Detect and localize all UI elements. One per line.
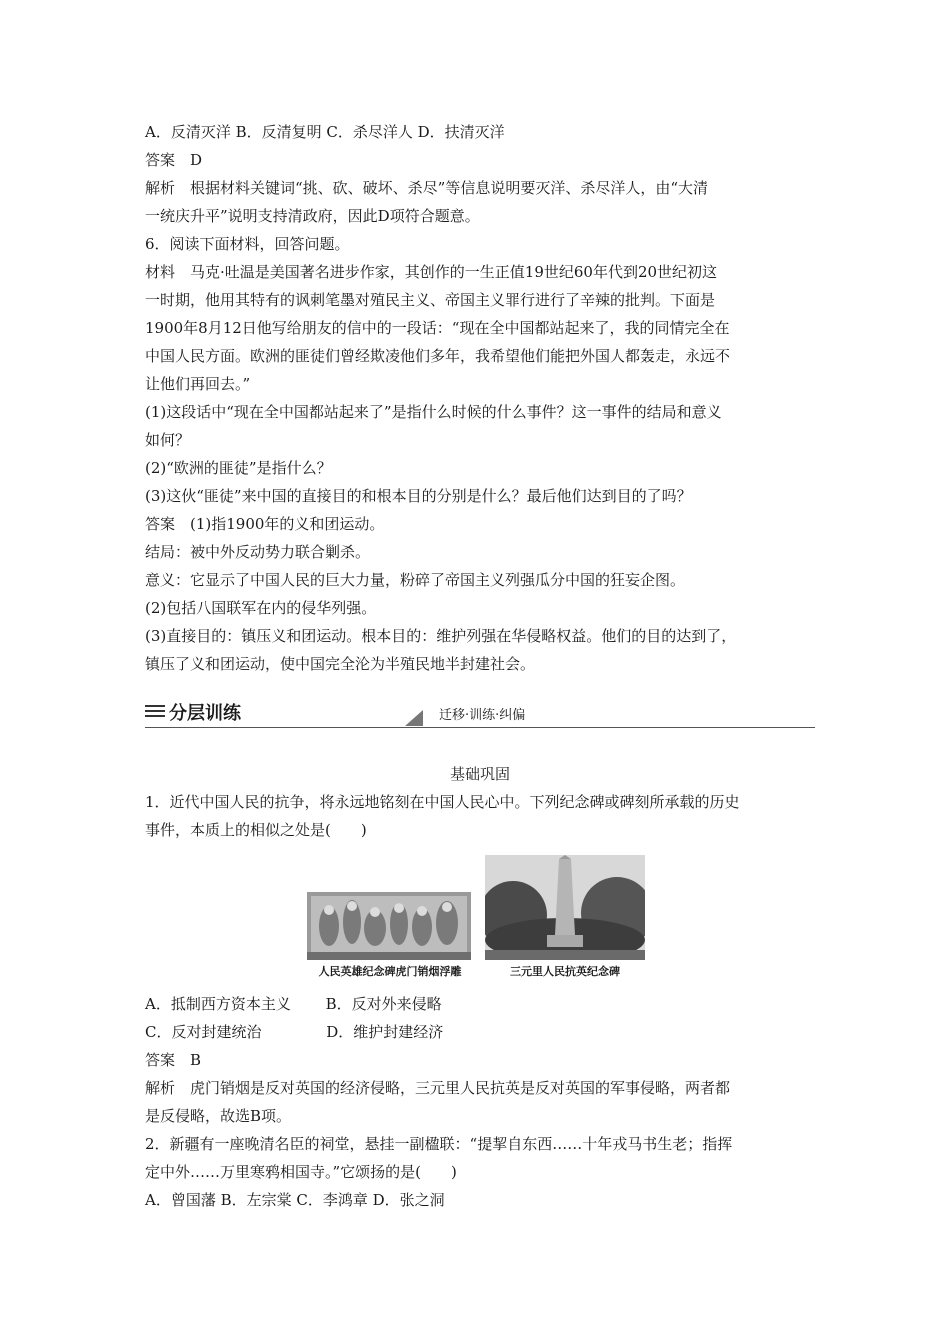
figure-caption-right: 三元里人民抗英纪念碑 — [510, 965, 620, 978]
material-line: 材料 马克·吐温是美国著名进步作家，其创作的一生正值19世纪60年代到20世纪初这 — [145, 263, 718, 281]
answer-line: 镇压了义和团运动，使中国完全沦为半殖民地半封建社会。 — [145, 655, 536, 673]
stripes-icon — [145, 705, 165, 723]
material-line: 中国人民方面。欧洲的匪徒们曾经欺凌他们多年，我希望他们能把外国人都轰走，永远不 — [145, 347, 731, 365]
subquestion-line: (2)“欧洲的匪徒”是指什么？ — [145, 459, 332, 477]
analysis-line: 是反侵略，故选B项。 — [145, 1107, 292, 1125]
answer-line: (2)包括八国联军在内的侵华列强。 — [145, 599, 377, 617]
question-line: 6．阅读下面材料，回答问题。 — [145, 235, 350, 253]
analysis-line: 解析 根据材料关键词“挑、砍、破坏、杀尽”等信息说明要灭洋、杀尽洋人，由“大清 — [145, 179, 709, 197]
answer-line: 答案 D — [145, 151, 203, 169]
triangle-icon — [405, 710, 423, 726]
material-line: 一时期，他用其特有的讽刺笔墨对殖民主义、帝国主义罪行进行了辛辣的批判。下面是 — [145, 291, 716, 309]
subquestion-line: (1)这段话中“现在全中国都站起来了”是指什么时候的什么事件？这一事件的结局和意义 — [145, 403, 722, 421]
material-line: 让他们再回去。” — [145, 375, 251, 393]
section-banner — [145, 700, 815, 728]
question-line: 1．近代中国人民的抗争，将永远地铭刻在中国人民心中。下列纪念碑或碑刻所承载的历史 — [145, 793, 740, 811]
subquestion-line: (3)这伙“匪徒”来中国的直接目的和根本目的分别是什么？最后他们达到目的了吗？ — [145, 487, 692, 505]
material-line: 1900年8月12日他写给朋友的信中的一段话：“现在全中国都站起来了，我的同情完全在 — [145, 319, 730, 337]
option-line: C．反对封建统治 D．维护封建经济 — [145, 1023, 444, 1041]
banner-subtitle: 迁移·训练·纠偏 — [439, 708, 526, 723]
banner-title: 分层训练 — [169, 703, 241, 724]
question-line: 定中外……万里寒鸦相国寺。”它颂扬的是( ) — [145, 1163, 457, 1181]
figure-caption-left: 人民英雄纪念碑虎门销烟浮雕 — [318, 965, 462, 978]
monument-photo — [485, 855, 645, 960]
answer-line: 答案 (1)指1900年的义和团运动。 — [145, 515, 385, 533]
option-line: A．曾国藩 B．左宗棠 C．李鸿章 D．张之洞 — [145, 1191, 445, 1209]
question-line: 事件，本质上的相似之处是( ) — [145, 821, 367, 839]
option-line: A．反清灭洋 B．反清复明 C．杀尽洋人 D．扶清灭洋 — [145, 123, 505, 141]
answer-line: 意义：它显示了中国人民的巨大力量，粉碎了帝国主义列强瓜分中国的狂妄企图。 — [145, 571, 686, 589]
question-line: 2．新疆有一座晚清名臣的祠堂，悬挂一副楹联：“提挈自东西……十年戎马书生老；指挥 — [145, 1135, 733, 1153]
analysis-line: 解析 虎门销烟是反对英国的经济侵略，三元里人民抗英是反对英国的军事侵略，两者都 — [145, 1079, 731, 1097]
answer-line: 结局：被中外反动势力联合剿杀。 — [145, 543, 371, 561]
subquestion-line: 如何？ — [145, 431, 191, 449]
section-heading: 基础巩固 — [449, 765, 510, 783]
answer-line: 答案 B — [145, 1051, 202, 1069]
relief-carving-photo — [307, 892, 471, 960]
banner-divider — [145, 727, 815, 728]
option-line: A．抵制西方资本主义 B．反对外来侵略 — [145, 995, 442, 1013]
answer-line: (3)直接目的：镇压义和团运动。根本目的：维护列强在华侵略权益。他们的目的达到了， — [145, 627, 737, 645]
analysis-line: 一统庆升平”说明支持清政府，因此D项符合题意。 — [145, 207, 480, 225]
